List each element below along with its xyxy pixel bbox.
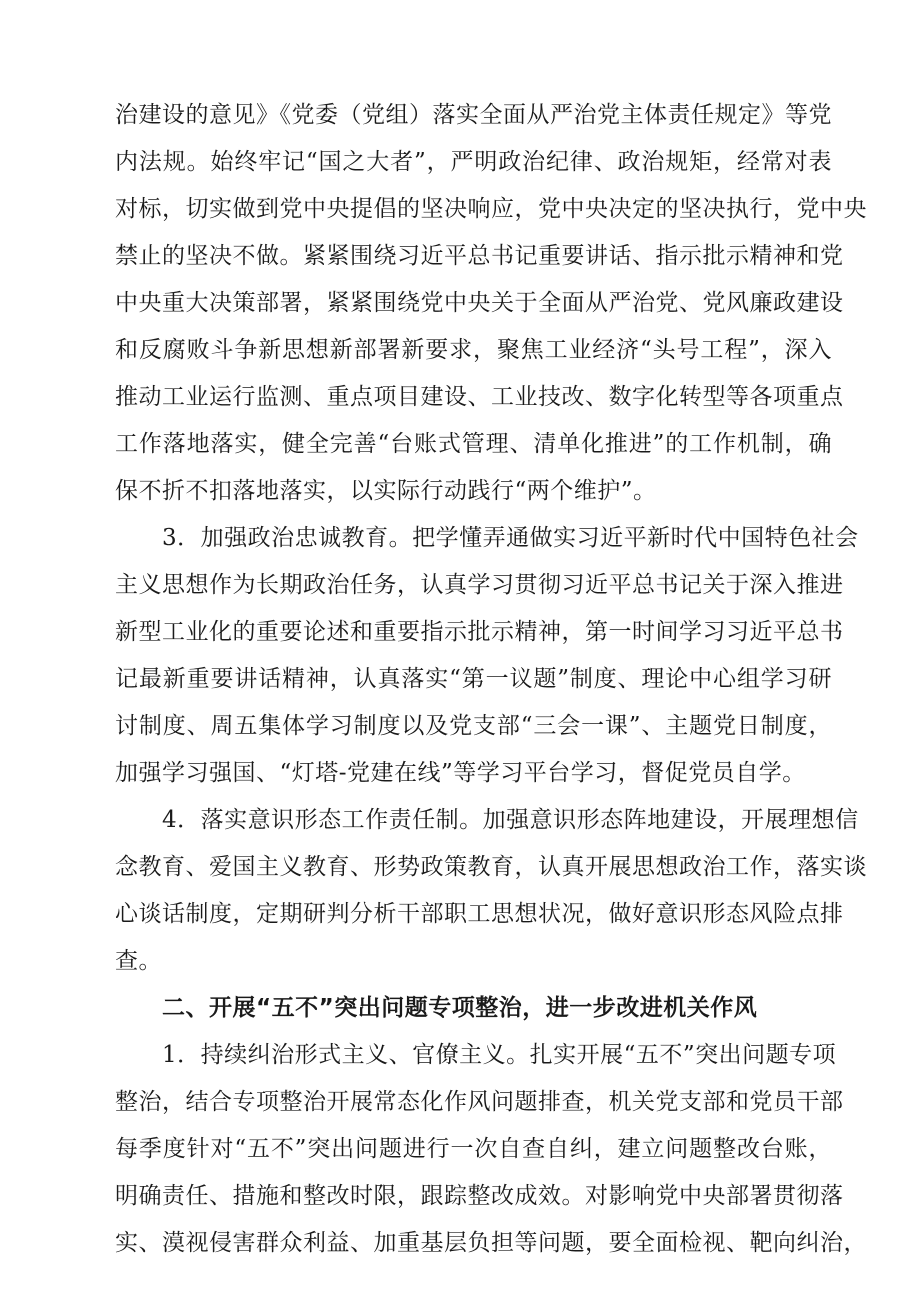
item-4-line: 心谈话制度，定期研判分析干部职工思想状况，做好意识形态风险点排 <box>115 901 844 927</box>
item-4-line: 查。 <box>115 948 162 974</box>
item-3-line: 主义思想作为长期政治任务，认真学习贯彻习近平总书记关于深入推进 <box>115 572 844 598</box>
paragraph-line: 内法规。始终牢记“国之大者”，严明政治纪律、政治规矩，经常对表 <box>115 149 832 175</box>
paragraph-line: 和反腐败斗争新思想新部署新要求，聚焦工业经济“头号工程”，深入 <box>115 337 832 363</box>
section-2-item-1-line: 1．持续纠治形式主义、官僚主义。扎实开展“五不”突出问题专项 <box>162 1042 837 1068</box>
section-2-item-1-line: 每季度针对“五不”突出问题进行一次自查自纠，建立问题整改台账， <box>115 1136 832 1162</box>
paragraph-line: 中央重大决策部署，紧紧围绕党中央关于全面从严治党、党风廉政建设 <box>115 290 844 316</box>
item-3-line: 3．加强政治忠诚教育。把学懂弄通做实习近平新时代中国特色社会 <box>162 525 859 551</box>
item-3-line: 讨制度、周五集体学习制度以及党支部“三会一课”、主题党日制度， <box>115 713 832 739</box>
paragraph-line: 禁止的坚决不做。紧紧围绕习近平总书记重要讲话、指示批示精神和党 <box>115 243 844 269</box>
section-2-heading: 二、开展“五不”突出问题专项整治，进一步改进机关作风 <box>162 995 758 1021</box>
section-2-item-1-line: 实、漠视侵害群众利益、加重基层负担等问题，要全面检视、靶向纠治， <box>115 1230 867 1256</box>
section-2-item-1-line: 整治，结合专项整治开展常态化作风问题排查，机关党支部和党员干部 <box>115 1089 844 1115</box>
paragraph-line: 保不折不扣落地落实，以实际行动践行“两个维护”。 <box>115 478 657 504</box>
paragraph-line: 治建设的意见》《党委（党组）落实全面从严治党主体责任规定》等党 <box>115 102 832 128</box>
paragraph-line: 工作落地落实，健全完善“台账式管理、清单化推进”的工作机制，确 <box>115 431 832 457</box>
item-3-line: 记最新重要讲话精神，认真落实“第一议题”制度、理论中心组学习研 <box>115 666 832 692</box>
paragraph-line: 对标，切实做到党中央提倡的坚决响应，党中央决定的坚决执行，党中央 <box>115 196 867 222</box>
paragraph-line: 推动工业运行监测、重点项目建设、工业技改、数字化转型等各项重点 <box>115 384 844 410</box>
item-3-line: 新型工业化的重要论述和重要指示批示精神，第一时间学习习近平总书 <box>115 619 844 645</box>
item-4-line: 4．落实意识形态工作责任制。加强意识形态阵地建设，开展理想信 <box>162 807 859 833</box>
section-2-item-1-line: 明确责任、措施和整改时限，跟踪整改成效。对影响党中央部署贯彻落 <box>115 1183 844 1209</box>
item-3-line: 加强学习强国、“灯塔-党建在线”等学习平台学习，督促党员自学。 <box>115 760 806 786</box>
item-4-line: 念教育、爱国主义教育、形势政策教育，认真开展思想政治工作，落实谈 <box>115 854 867 880</box>
